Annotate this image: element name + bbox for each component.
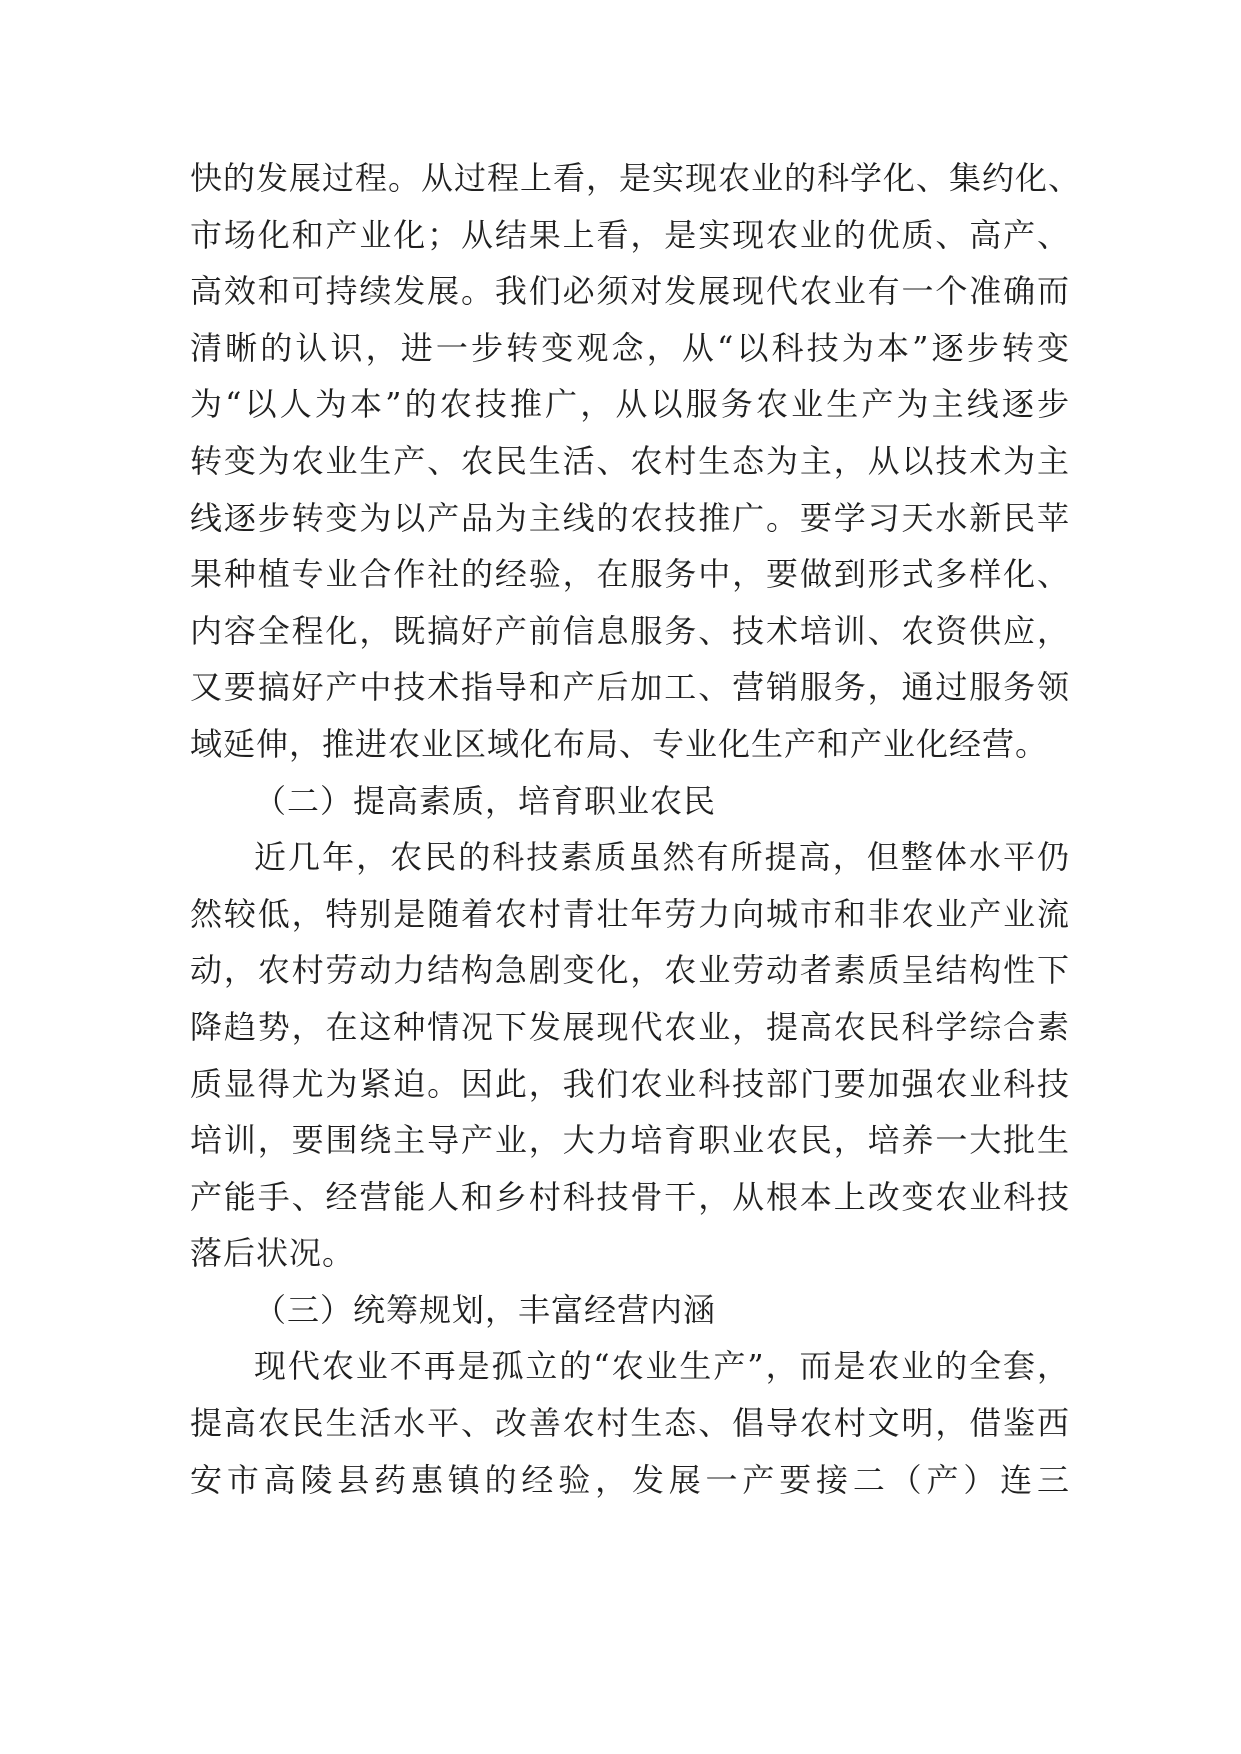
paragraph-line: 安市高陵县药惠镇的经验，发展一产要接二（产）连三 bbox=[190, 1460, 1070, 1499]
section-heading: （三）统筹规划，丰富经营内涵 bbox=[254, 1290, 717, 1329]
paragraph-line: 近几年，农民的科技素质虽然有所提高，但整体水平仍 bbox=[254, 838, 1070, 877]
paragraph-line: 域延伸，推进农业区域化布局、专业化生产和产业化经营。 bbox=[190, 724, 1049, 763]
paragraph-line: 产能手、经营能人和乡村科技骨干，从根本上改变农业科技 bbox=[190, 1177, 1070, 1216]
paragraph-line: 提高农民生活水平、改善农村生态、倡导农村文明，借鉴西 bbox=[190, 1404, 1070, 1443]
paragraph-line: 高效和可持续发展。我们必须对发展现代农业有一个准确而 bbox=[190, 272, 1070, 311]
paragraph-line: 为“以人为本”的农技推广，从以服务农业生产为主线逐步 bbox=[190, 385, 1070, 424]
paragraph-line: 快的发展过程。从过程上看，是实现农业的科学化、集约化、 bbox=[190, 159, 1082, 197]
paragraph-line: 然较低，特别是随着农村青壮年劳力向城市和非农业产业流 bbox=[190, 894, 1070, 933]
body-text bbox=[190, 150, 1082, 1508]
paragraph-line: 落后状况。 bbox=[190, 1234, 356, 1273]
paragraph-line: 培训，要围绕主导产业，大力培育职业农民，培养一大批生 bbox=[190, 1121, 1070, 1160]
paragraph-line: 动，农村劳动力结构急剧变化，农业劳动者素质呈结构性下 bbox=[190, 951, 1070, 990]
paragraph-line: 内容全程化，既搞好产前信息服务、技术培训、农资供应， bbox=[190, 611, 1070, 650]
paragraph-line: 又要搞好产中技术指导和产后加工、营销服务，通过服务领 bbox=[190, 668, 1070, 707]
paragraph-line: 现代农业不再是孤立的“农业生产”，而是农业的全套， bbox=[254, 1347, 1070, 1386]
paragraph-line: 线逐步转变为以产品为主线的农技推广。要学习天水新民苹 bbox=[190, 498, 1070, 537]
paragraph-line: 清晰的认识，进一步转变观念，从“以科技为本”逐步转变 bbox=[190, 328, 1070, 367]
paragraph-line: 质显得尤为紧迫。因此，我们农业科技部门要加强农业科技 bbox=[190, 1064, 1070, 1103]
section-heading: （二）提高素质，培育职业农民 bbox=[254, 781, 717, 820]
paragraph-line: 市场化和产业化；从结果上看，是实现农业的优质、高产、 bbox=[190, 215, 1070, 254]
paragraph-line: 果种植专业合作社的经验，在服务中，要做到形式多样化、 bbox=[190, 555, 1070, 594]
paragraph-line: 降趋势，在这种情况下发展现代农业，提高农民科学综合素 bbox=[190, 1007, 1070, 1046]
paragraph-line: 转变为农业生产、农民生活、农村生态为主，从以技术为主 bbox=[190, 441, 1070, 480]
